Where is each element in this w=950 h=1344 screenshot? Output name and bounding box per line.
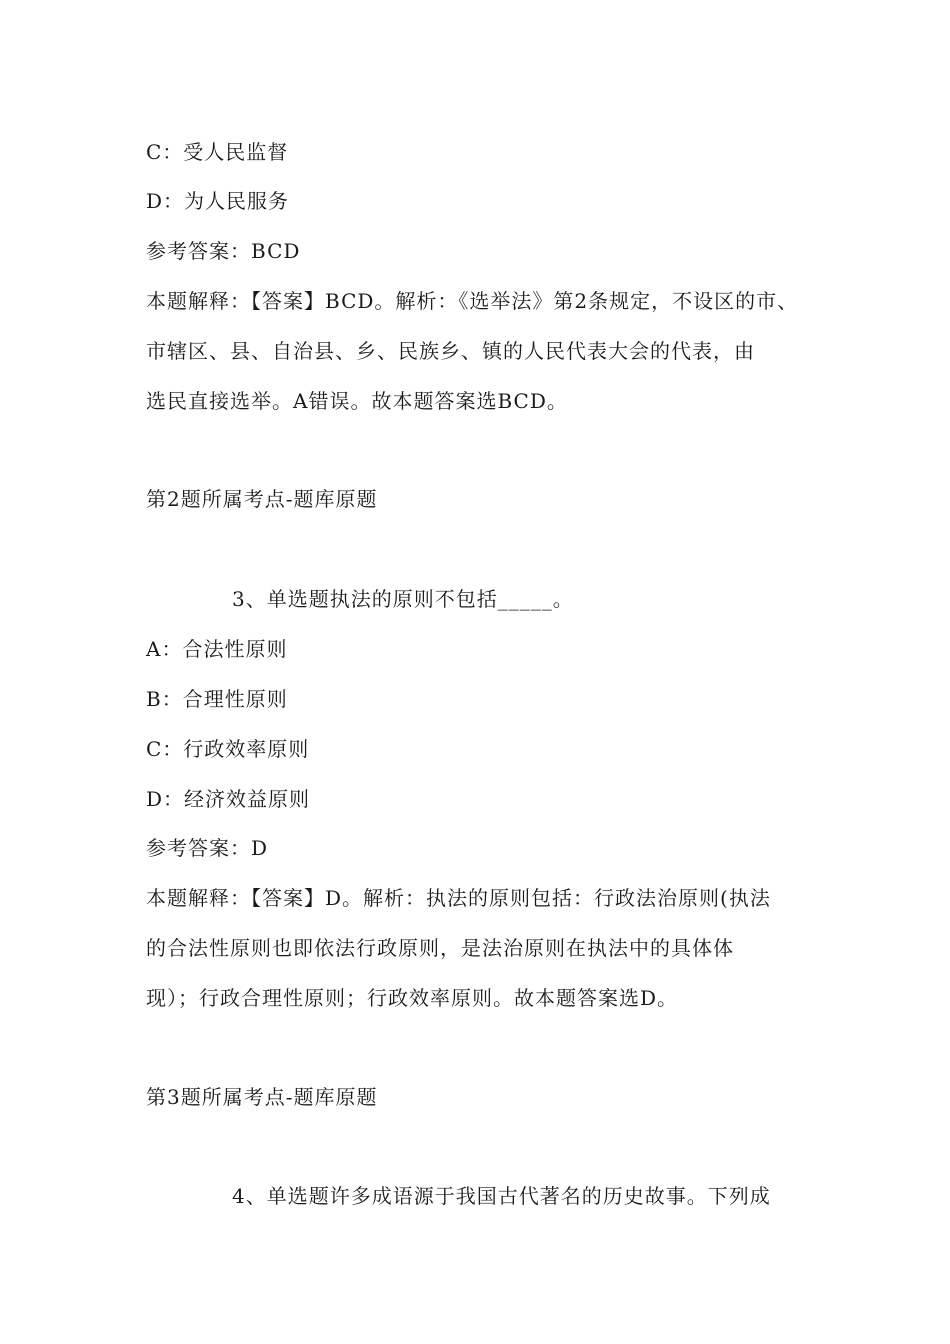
option-d: D：经济效益原则 <box>146 787 311 811</box>
option-b: B：合理性原则 <box>146 687 288 711</box>
explanation-line: 本题解释：【答案】BCD。解析：《选举法》第2条规定，不设区的市、 <box>146 289 799 313</box>
question-stem: 3、单选题执法的原则不包括_____。 <box>232 587 574 611</box>
question-stem: 4、单选题许多成语源于我国古代著名的历史故事。下列成 <box>232 1184 771 1208</box>
topic-label: 第2题所属考点-题库原题 <box>146 487 378 511</box>
explanation-line: 现）；行政合理性原则；行政效率原则。故本题答案选D。 <box>146 986 679 1010</box>
explanation-line: 本题解释：【答案】D。解析：执法的原则包括：行政法治原则(执法 <box>146 886 771 910</box>
topic-label: 第3题所属考点-题库原题 <box>146 1085 378 1109</box>
explanation-line: 的合法性原则也即依法行政原则，是法治原则在执法中的具体体 <box>146 936 734 960</box>
option-c: C：行政效率原则 <box>146 737 310 761</box>
option-c: C：受人民监督 <box>146 140 289 164</box>
explanation-line: 选民直接选举。A错误。故本题答案选BCD。 <box>146 389 568 413</box>
reference-answer: 参考答案：BCD <box>146 239 301 263</box>
option-a: A：合法性原则 <box>146 637 288 661</box>
option-d: D：为人民服务 <box>146 189 290 213</box>
explanation-line: 市辖区、县、自治县、乡、民族乡、镇的人民代表大会的代表，由 <box>146 339 755 363</box>
reference-answer: 参考答案：D <box>146 836 269 860</box>
